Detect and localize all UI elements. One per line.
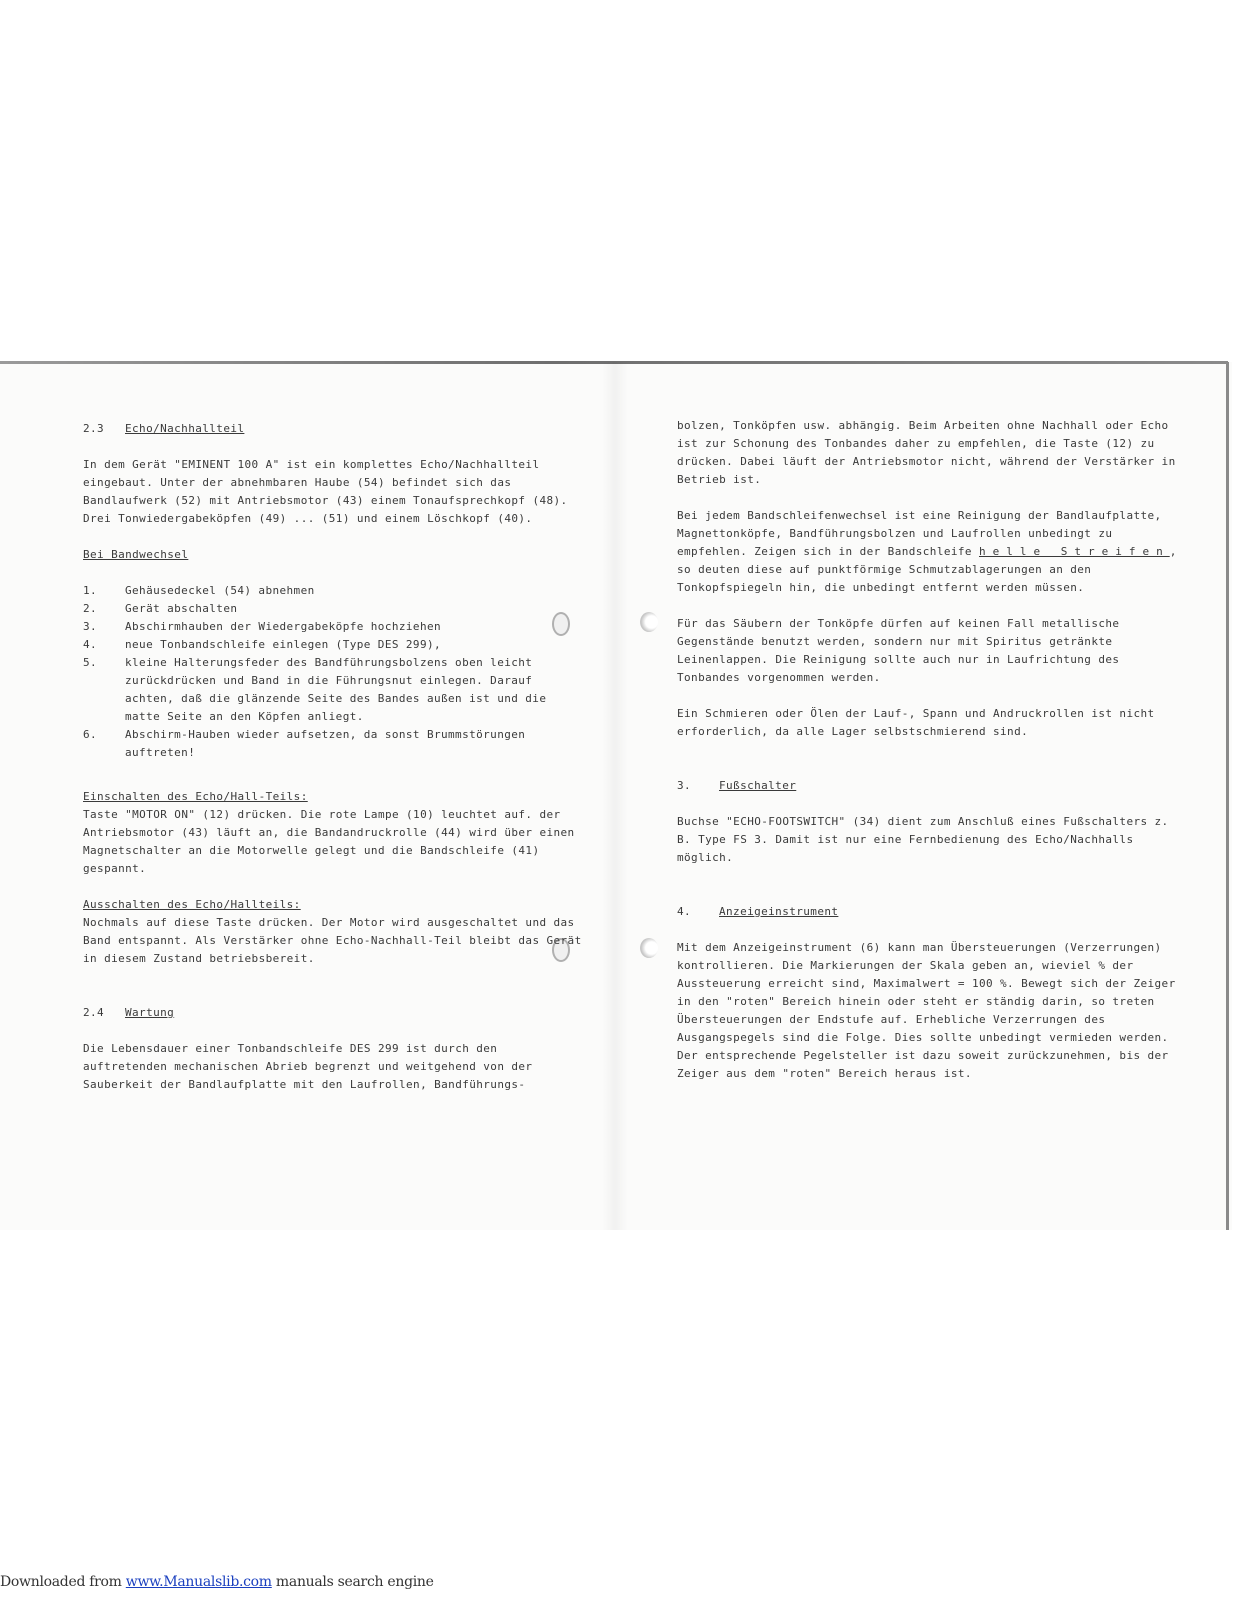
footer-suffix: manuals search engine [271, 1574, 434, 1590]
step-text: Gehäusedeckel (54) abnehmen [125, 584, 315, 597]
step-item [83, 600, 583, 618]
section-title: Wartung [125, 1006, 175, 1019]
section-4-heading [677, 903, 1177, 921]
section-number: 2.3 [83, 422, 105, 435]
section-4-text: Mit dem Anzeigeinstrument (6) kann man Übersteuerungen (Verzerrungen) kontrollieren. Die Markierungen der Skala geben an, wieviel % der Aussteuerung erreicht sind, Maximalwert = 100 %. Bewegt sich der Zeiger in den "roten" Bereich hinein oder steht er ständig darin, so treten Übersteuerungen der Endstufe auf. Erhebliche Verzerrungen des Ausgangspegels sind die Folge. Dies sollte unbedingt vermieden werden. Der entsprechende Pegelsteller ist dazu soweit zurückzunehmen, bis der Zeiger aus dem "roten" Bereich heraus ist. [677, 941, 1176, 1080]
section-2-4-heading [83, 1004, 583, 1022]
section-title: Echo/Nachhallteil [125, 422, 245, 435]
footer-prefix: Downloaded from [0, 1574, 126, 1590]
saeubern-text: Für das Säubern der Tonköpfe dürfen auf keinen Fall metallische Gegenstände benutzt werden, sondern nur mit Spiritus getränkte Leinenlappen. Die Reinigung sollte auch nur in Laufrichtung des Tonbandes vorgenommen werden. [677, 617, 1120, 684]
step-number: 6. [83, 728, 98, 741]
step-number: 3. [83, 620, 98, 633]
punch-hole-right-lower [640, 938, 658, 958]
reinigung-emphasis: helle Streifen [978, 545, 1170, 558]
book-spine [602, 362, 628, 1230]
schmieren-text: Ein Schmieren oder Ölen der Lauf-, Spann und Andruckrollen ist nicht erforderlich, da alle Lager selbstschmierend sind. [677, 707, 1155, 738]
punch-hole-right-upper [640, 612, 658, 632]
bandwechsel-steps [83, 582, 583, 762]
step-text: Abschirmhauben der Wiedergabeköpfe hochziehen [125, 620, 442, 633]
download-footer [0, 1574, 434, 1590]
ausschalten-heading: Ausschalten des Echo/Hallteils: [83, 898, 301, 911]
reinigung-paragraph [677, 507, 1177, 597]
scan-right-edge [1226, 362, 1229, 1230]
bandwechsel-heading: Bei Bandwechsel [83, 548, 189, 561]
step-item [83, 636, 583, 654]
step-text: kleine Halterungsfeder des Bandführungsbolzens oben leicht zurückdrücken und Band in die Führungsnut einlegen. Darauf achten, daß die glänzende Seite des Bandes außen ist und die matte Seite an den Köpfen anliegt. [125, 656, 547, 723]
manualslib-link[interactable]: www.Manualslib.com [125, 1574, 272, 1590]
einschalten-heading: Einschalten des Echo/Hall-Teils: [83, 790, 308, 803]
step-number: 1. [83, 584, 98, 597]
section-title: Anzeigeinstrument [719, 905, 839, 918]
step-item [83, 726, 583, 762]
right-page [677, 417, 1177, 1083]
continued-text: bolzen, Tonköpfen usw. abhängig. Beim Arbeiten ohne Nachhall oder Echo ist zur Schonung des Tonbandes daher zu empfehlen, die Taste (12) zu drücken. Dabei läuft der Antriebsmotor nicht, während der Verstärker in Betrieb ist. [677, 419, 1176, 486]
step-text: Gerät abschalten [125, 602, 238, 615]
step-text: neue Tonbandschleife einlegen (Type DES 299), [125, 638, 442, 651]
step-item [83, 582, 583, 600]
ausschalten-text: Nochmals auf diese Taste drücken. Der Motor wird ausgeschaltet und das Band entspannt. Als Verstärker ohne Echo-Nachhall-Teil bleibt das Gerät in diesem Zustand betriebsbereit. [83, 916, 582, 965]
step-item [83, 654, 583, 726]
step-text: Abschirm-Hauben wieder aufsetzen, da sonst Brummstörungen auftreten! [125, 728, 526, 759]
section-title: Fußschalter [719, 779, 797, 792]
step-number: 4. [83, 638, 98, 651]
section-2-4-text: Die Lebensdauer einer Tonbandschleife DES 299 ist durch den auftretenden mechanischen Abrieb begrenzt und weitgehend von der Sauberkeit der Bandlaufplatte mit den Laufrollen, Bandführungs- [83, 1042, 533, 1091]
section-number: 4. [677, 905, 692, 918]
step-number: 5. [83, 656, 98, 669]
section-number: 2.4 [83, 1006, 105, 1019]
einschalten-text: Taste "MOTOR ON" (12) drücken. Die rote Lampe (10) leuchtet auf. der Antriebsmotor (43) läuft an, die Bandandruckrolle (44) wird über einen Magnetschalter an die Motorwelle gelegt und die Bandschleife (41) gespannt. [83, 808, 575, 875]
section-number: 3. [677, 779, 692, 792]
reinigung-text-b: , so deuten diese auf punktförmige Schmutzablagerungen an den Tonkopfspiegeln hin, die unbedingt entfernt werden müssen. [677, 545, 1177, 594]
left-page [83, 420, 583, 1094]
step-number: 2. [83, 602, 98, 615]
section-3-text: Buchse "ECHO-FOOTSWITCH" (34) dient zum Anschluß eines Fußschalters z. B. Type FS 3. Damit ist nur eine Fernbedienung des Echo/Nachhalls möglich. [677, 815, 1169, 864]
section-2-3-heading [83, 420, 583, 438]
section-3-heading [677, 777, 1177, 795]
section-2-3-intro: In dem Gerät "EMINENT 100 A" ist ein komplettes Echo/Nachhallteil eingebaut. Unter der abnehmbaren Haube (54) befindet sich das Bandlaufwerk (52) mit Antriebsmotor (43) einem Tonaufsprechkopf (48). Drei Tonwiedergabeköpfen (49) ... (51) und einem Löschkopf (40). [83, 458, 568, 525]
reinigung-text-a: Bei jedem Bandschleifenwechsel ist eine Reinigung der Bandlaufplatte, Magnettonköpfe, Bandführungsbolzen und Laufrollen unbedingt zu empfehlen. Zeigen sich in der Bandschleife [677, 509, 1162, 558]
step-item [83, 618, 583, 636]
